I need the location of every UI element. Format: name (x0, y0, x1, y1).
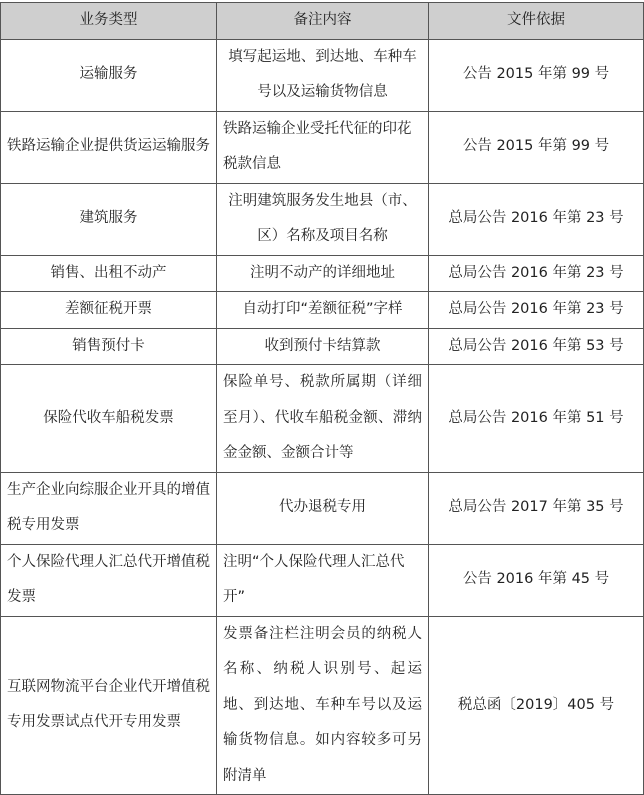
tax-remarks-table (0, 2, 644, 795)
table-row (1, 472, 644, 544)
basis-cell: 公告 2015 年第 99 号 (429, 111, 644, 183)
header-document-basis: 文件依据 (429, 3, 644, 40)
remark-cell: 铁路运输企业受托代征的印花税款信息 (217, 111, 429, 183)
basis-cell: 总局公告 2017 年第 35 号 (429, 472, 644, 544)
business-type-cell: 运输服务 (1, 39, 217, 111)
remark-cell: 填写起运地、到达地、车种车号以及运输货物信息 (217, 39, 429, 111)
table-row (1, 255, 644, 292)
remark-cell: 保险单号、税款所属期（详细至月）、代收车船税金额、滞纳金金额、金额合计等 (217, 365, 429, 473)
table-row (1, 616, 644, 795)
business-type-cell: 保险代收车船税发票 (1, 365, 217, 473)
table-row (1, 544, 644, 616)
basis-cell: 总局公告 2016 年第 23 号 (429, 292, 644, 329)
remark-cell: 注明不动产的详细地址 (217, 255, 429, 292)
business-type-cell: 建筑服务 (1, 183, 217, 255)
table-row (1, 183, 644, 255)
business-type-cell: 生产企业向综服企业开具的增值税专用发票 (1, 472, 217, 544)
remark-cell: 自动打印“差额征税”字样 (217, 292, 429, 329)
table-row (1, 111, 644, 183)
business-type-cell: 个人保险代理人汇总代开增值税发票 (1, 544, 217, 616)
business-type-cell: 互联网物流平台企业代开增值税专用发票试点代开专用发票 (1, 616, 217, 795)
remark-cell: 注明“个人保险代理人汇总代开” (217, 544, 429, 616)
basis-cell: 公告 2015 年第 99 号 (429, 39, 644, 111)
table-row (1, 365, 644, 473)
basis-cell: 总局公告 2016 年第 51 号 (429, 365, 644, 473)
remark-cell: 注明建筑服务发生地县（市、区）名称及项目名称 (217, 183, 429, 255)
business-type-cell: 铁路运输企业提供货运运输服务 (1, 111, 217, 183)
basis-cell: 总局公告 2016 年第 23 号 (429, 183, 644, 255)
header-business-type: 业务类型 (1, 3, 217, 40)
business-type-cell: 销售预付卡 (1, 328, 217, 365)
business-type-cell: 销售、出租不动产 (1, 255, 217, 292)
business-type-cell: 差额征税开票 (1, 292, 217, 329)
remark-cell: 代办退税专用 (217, 472, 429, 544)
table-row (1, 292, 644, 329)
basis-cell: 税总函〔2019〕405 号 (429, 616, 644, 795)
basis-cell: 总局公告 2016 年第 23 号 (429, 255, 644, 292)
remark-cell: 发票备注栏注明会员的纳税人名称、纳税人识别号、起运地、到达地、车种车号以及运输货物信息。如内容较多可另附清单 (217, 616, 429, 795)
table-row (1, 39, 644, 111)
table-row (1, 328, 644, 365)
basis-cell: 总局公告 2016 年第 53 号 (429, 328, 644, 365)
table-header-row (1, 3, 644, 40)
header-remark-content: 备注内容 (217, 3, 429, 40)
remark-cell: 收到预付卡结算款 (217, 328, 429, 365)
basis-cell: 公告 2016 年第 45 号 (429, 544, 644, 616)
